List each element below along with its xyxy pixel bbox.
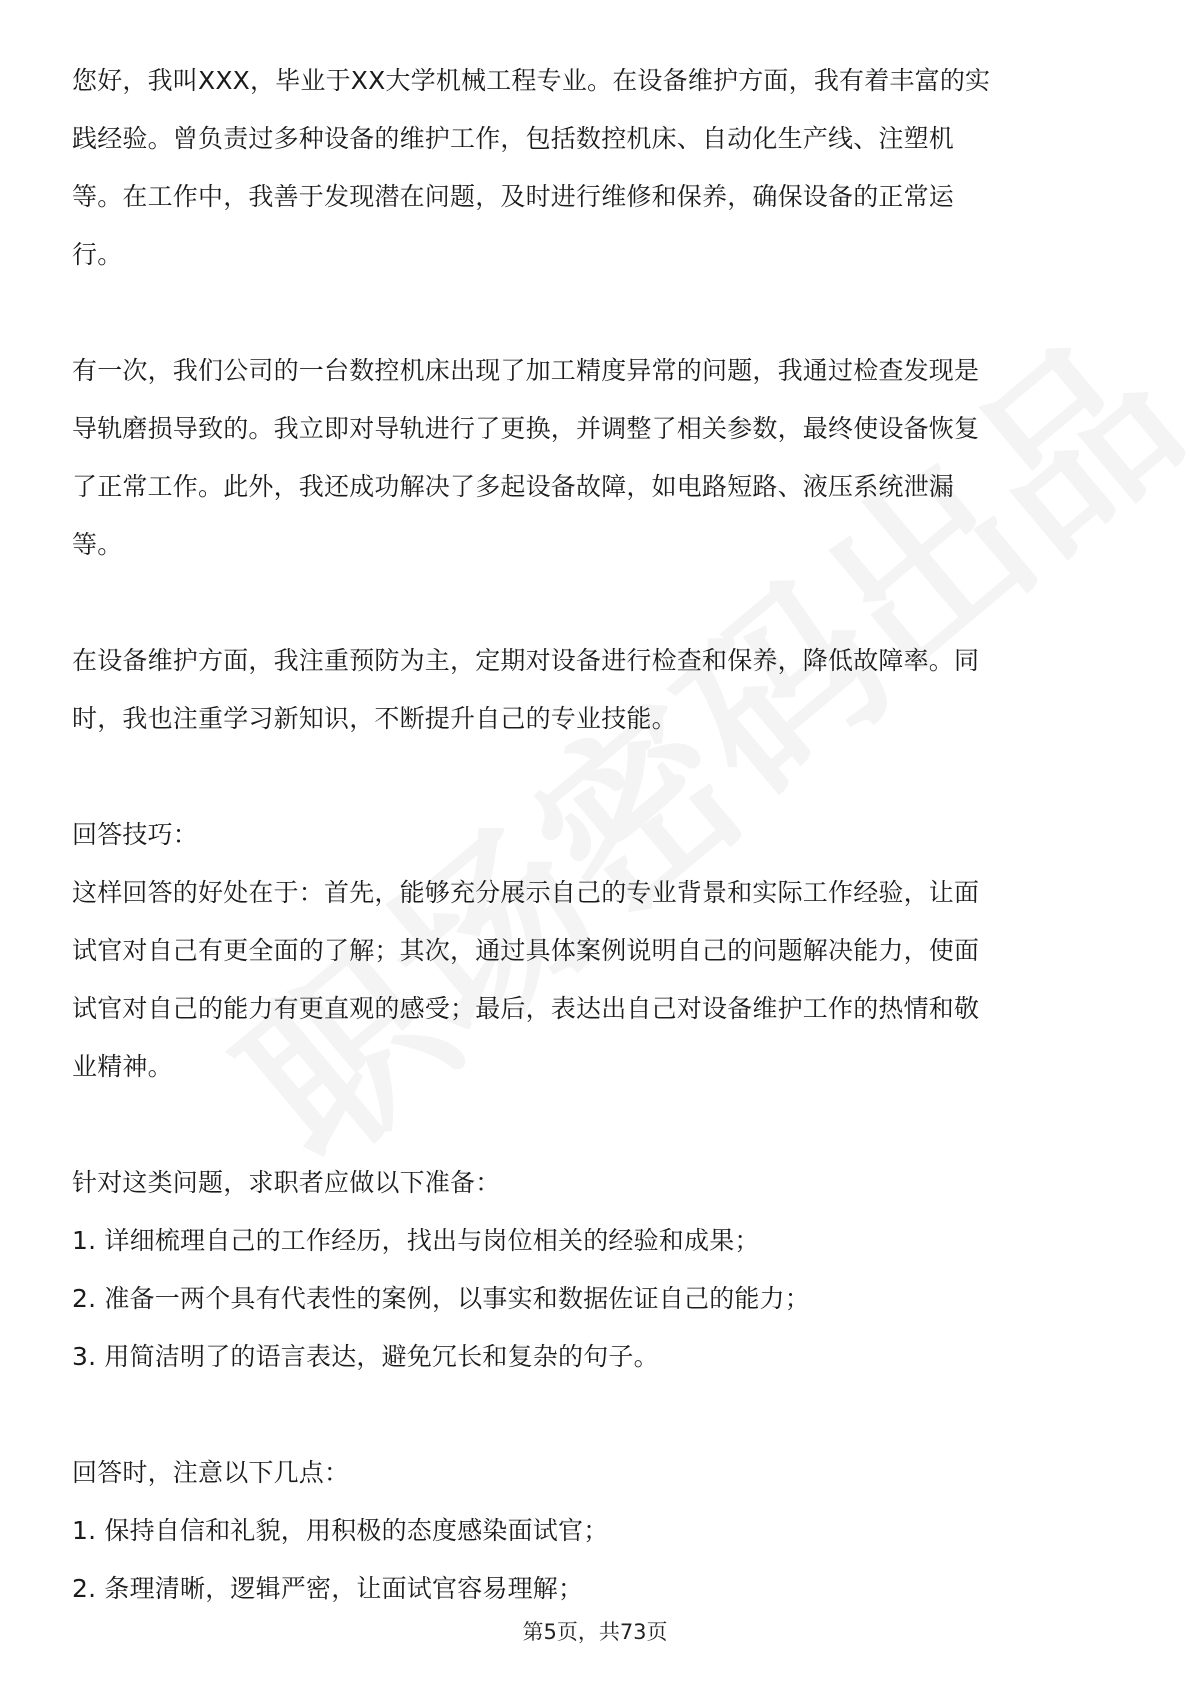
section-heading: 针对这类问题，求职者应做以下准备： (72, 1168, 501, 1197)
list-item: 2. 准备一两个具有代表性的案例，以事实和数据佐证自己的能力； (72, 1284, 811, 1313)
paragraph-intro (72, 52, 1132, 284)
text-line: 行。 (72, 240, 123, 269)
document-body (72, 52, 1132, 1618)
paragraph-spacer (72, 1386, 1132, 1444)
section-heading: 回答技巧： (72, 820, 199, 849)
paragraph-preparation (72, 1154, 1132, 1386)
paragraph-spacer (72, 748, 1132, 806)
text-line: 您好，我叫XXX，毕业于XX大学机械工程专业。在设备维护方面，我有着丰富的实 (72, 66, 991, 95)
text-line: 有一次，我们公司的一台数控机床出现了加工精度异常的问题，我通过检查发现是 (72, 356, 980, 385)
paragraph-spacer (72, 284, 1132, 342)
paragraph-prevention (72, 632, 1132, 748)
list-item: 1. 保持自信和礼貌，用积极的态度感染面试官； (72, 1516, 609, 1545)
section-heading: 回答时，注意以下几点： (72, 1458, 350, 1487)
list-item: 1. 详细梳理自己的工作经历，找出与岗位相关的经验和成果； (72, 1226, 760, 1255)
text-line: 等。在工作中，我善于发现潜在问题，及时进行维修和保养，确保设备的正常运 (72, 182, 955, 211)
text-line: 践经验。曾负责过多种设备的维护工作，包括数控机床、自动化生产线、注塑机 (72, 124, 955, 153)
text-line: 在设备维护方面，我注重预防为主，定期对设备进行检查和保养，降低故障率。同 (72, 646, 980, 675)
text-line: 试官对自己有更全面的了解；其次，通过具体案例说明自己的问题解决能力，使面 (72, 936, 980, 965)
list-item: 3. 用简洁明了的语言表达，避免冗长和复杂的句子。 (72, 1342, 659, 1371)
text-line: 这样回答的好处在于：首先，能够充分展示自己的专业背景和实际工作经验，让面 (72, 878, 980, 907)
paragraph-tips (72, 806, 1132, 1096)
paragraph-case (72, 342, 1132, 574)
paragraph-spacer (72, 1096, 1132, 1154)
text-line: 试官对自己的能力有更直观的感受；最后，表达出自己对设备维护工作的热情和敬 (72, 994, 980, 1023)
text-line: 导轨磨损导致的。我立即对导轨进行了更换，并调整了相关参数，最终使设备恢复 (72, 414, 980, 443)
paragraph-spacer (72, 574, 1132, 632)
text-line: 等。 (72, 530, 123, 559)
text-line: 业精神。 (72, 1052, 173, 1081)
list-item: 2. 条理清晰，逻辑严密，让面试官容易理解； (72, 1574, 584, 1603)
page-number: 第5页，共73页 (522, 1620, 668, 1644)
paragraph-notes (72, 1444, 1132, 1618)
text-line: 了正常工作。此外，我还成功解决了多起设备故障，如电路短路、液压系统泄漏 (72, 472, 955, 501)
text-line: 时，我也注重学习新知识，不断提升自己的专业技能。 (72, 704, 677, 733)
